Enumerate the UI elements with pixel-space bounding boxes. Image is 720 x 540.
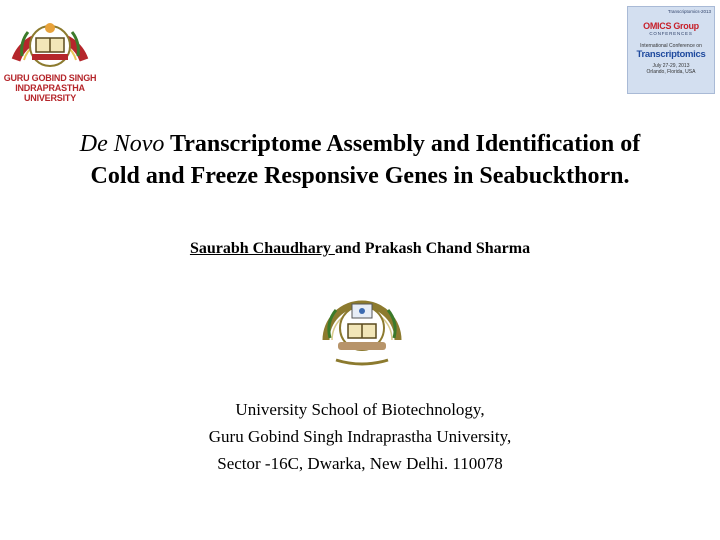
slide-title (0, 128, 720, 192)
logo-text-line1: GURU GOBIND SINGH (3, 73, 97, 83)
affiliation-address (0, 396, 720, 477)
badge-date: July 27-29, 2013 (652, 63, 690, 69)
center-emblem (312, 282, 412, 374)
university-emblem-icon (312, 282, 412, 374)
badge-top-text: Transcriptomics-2013 (667, 9, 711, 14)
author-second: Prakash Chand Sharma (364, 240, 531, 257)
conference-badge (627, 6, 715, 94)
authors (0, 240, 720, 258)
logo-text-line2: INDRAPRASTHA (15, 83, 85, 93)
title-italic: De Novo (79, 131, 165, 157)
author-conjunction: and (334, 240, 365, 257)
badge-transcriptomics: Transcriptomics (636, 49, 706, 60)
badge-intl-conference: International Conference on (640, 43, 702, 49)
title-line-2: Cold and Freeze Responsive Genes in Seabuckthorn. (90, 163, 630, 189)
address-line-2: Guru Gobind Singh Indraprastha University, (208, 427, 512, 446)
title-line-1-rest: Transcriptome Assembly and Identification of (164, 131, 641, 157)
university-seal-icon (2, 2, 98, 74)
logo-text-line3: UNIVERSITY (23, 93, 76, 103)
author-first: Saurabh Chaudhary (189, 240, 335, 257)
badge-conferences-text: CONFERENCES (649, 31, 693, 36)
address-line-1: University School of Biotechnology, (235, 400, 485, 419)
badge-omics-logo: OMICS Group (643, 21, 699, 31)
badge-location: Orlando, Florida, USA (646, 69, 696, 75)
title-line-1 (0, 128, 720, 160)
address-line-3: Sector -16C, Dwarka, New Delhi. 110078 (217, 454, 503, 473)
university-logo (2, 2, 98, 102)
